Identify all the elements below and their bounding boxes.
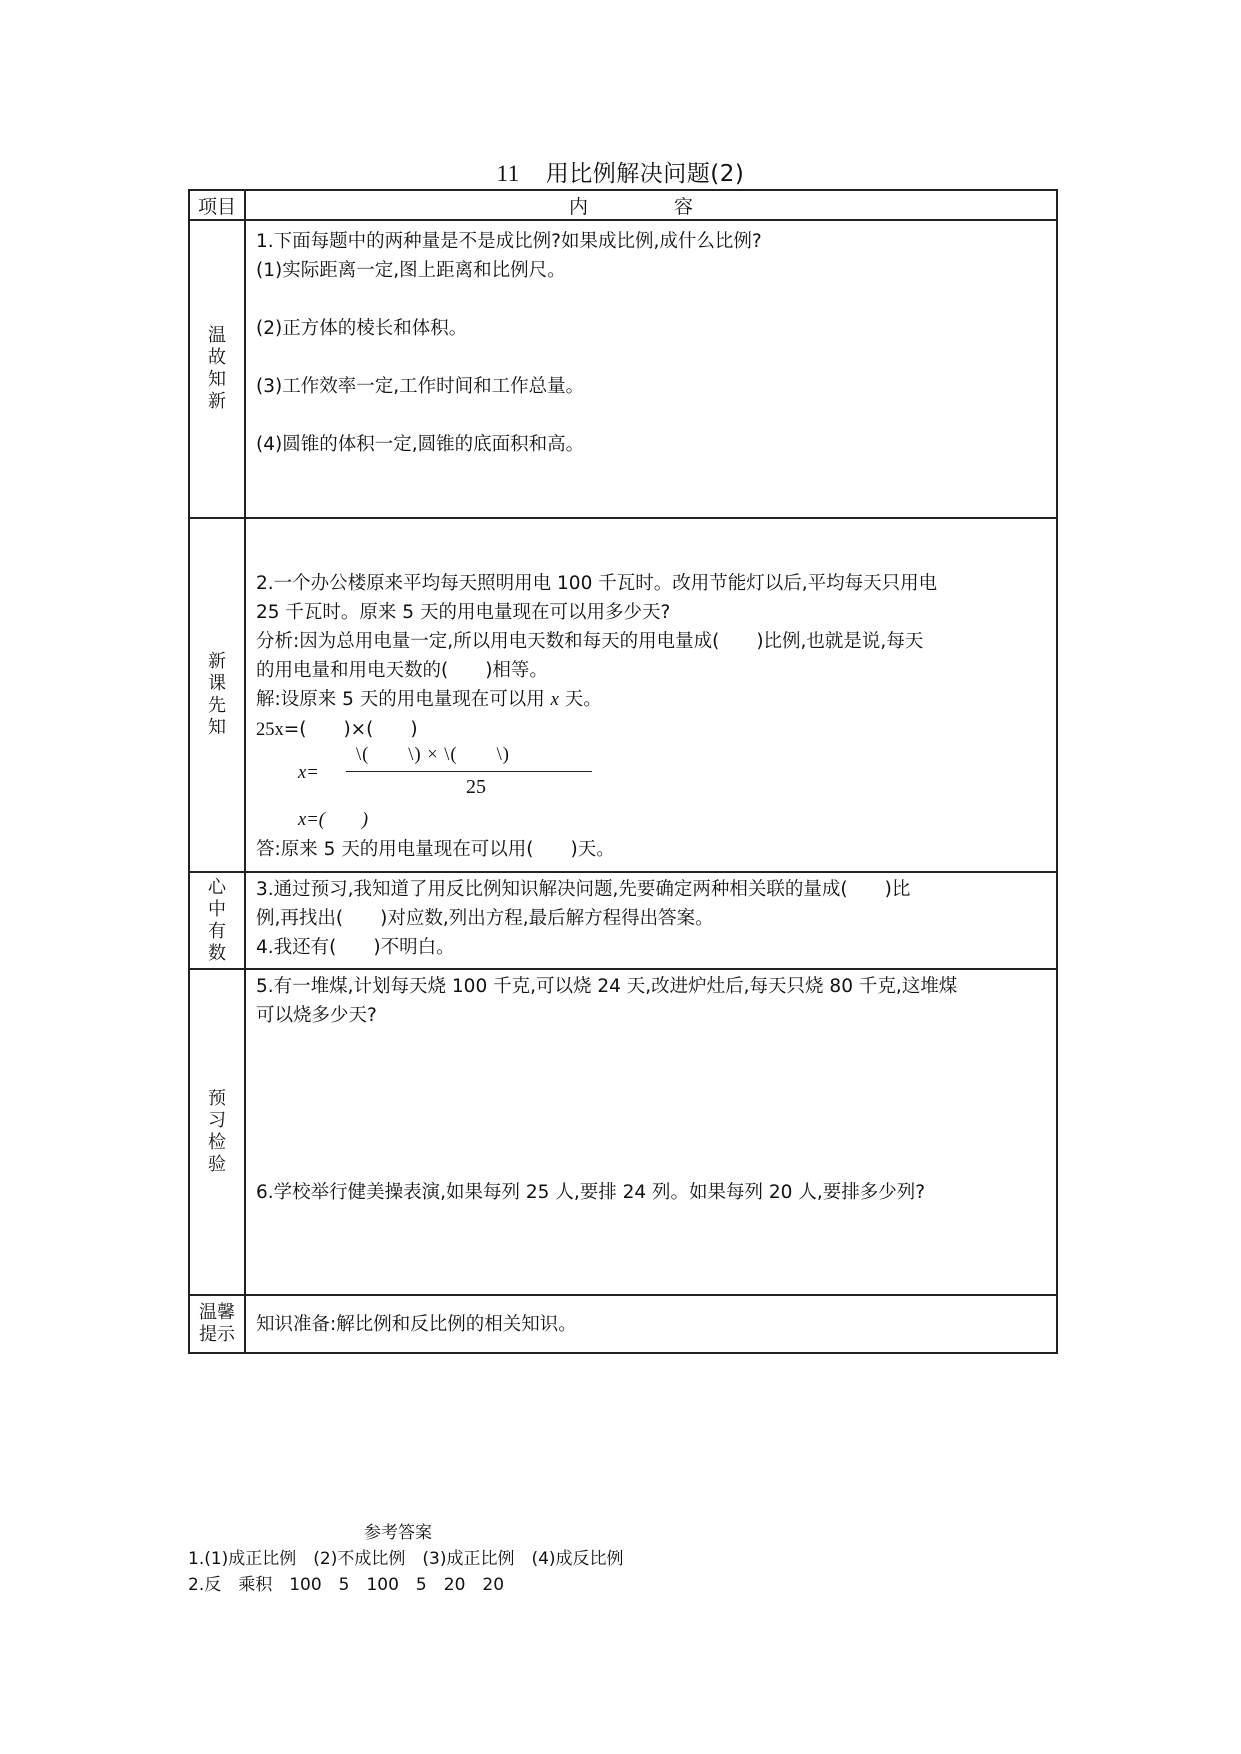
section-label-tips: 温馨 提示 — [189, 1295, 245, 1353]
header-content: 内 容 — [245, 190, 1057, 220]
worksheet-table — [188, 189, 1058, 1354]
header-item: 项目 — [189, 190, 245, 220]
question-1-item-4: (4)圆锥的体积一定,圆锥的底面积和高。 — [256, 434, 585, 455]
section-content-tips — [245, 1295, 1057, 1353]
question-1-item-1: (1)实际距离一定,图上距离和比例尺。 — [256, 260, 566, 281]
question-3-line-2: 例,再找出( )对应数,列出方程,最后解方程得出答案。 — [256, 908, 714, 929]
question-6: 6.学校举行健美操表演,如果每列 25 人,要排 24 列。如果每列 20 人,要排多少列? — [256, 1182, 926, 1203]
lesson-title: 用比例解决问题(2) — [545, 161, 745, 187]
section-label-summary: 心 中 有 数 — [189, 872, 245, 969]
fraction-numerator: \( \) × \( \) — [356, 745, 510, 765]
section-content-summary — [245, 872, 1057, 969]
section-label-new-lesson: 新 课 先 知 — [189, 518, 245, 872]
section-label-preview-check: 预 习 检 验 — [189, 969, 245, 1295]
answer-key — [188, 1520, 624, 1598]
question-2-line-2: 25 千瓦时。原来 5 天的用电量现在可以用多少天? — [256, 602, 671, 623]
answer-key-line-1: 1.(1)成正比例 (2)不成比例 (3)成正比例 (4)成反比例 — [188, 1549, 624, 1569]
question-4: 4.我还有( )不明白。 — [256, 937, 455, 958]
equation-2-fraction: x= \( \) × \( \) 25 — [298, 745, 1046, 805]
question-2-line-1: 2.一个办公楼原来平均每天照明用电 100 千瓦时。改用节能灯以后,平均每天只用电 — [256, 573, 938, 594]
solution-setup: 解:设原来 5 天的用电量现在可以用 x 天。 — [256, 689, 602, 710]
question-3-line-1: 3.通过预习,我知道了用反比例知识解决问题,先要确定两种相关联的量成( )比 — [256, 879, 911, 900]
equation-3: x=( ) — [298, 810, 369, 830]
equation-1: 25x=( )×( ) — [256, 719, 418, 740]
analysis-line-1: 分析:因为总用电量一定,所以用电天数和每天的用电量成( )比例,也就是说,每天 — [256, 631, 924, 652]
section-content-new-lesson — [245, 518, 1057, 872]
analysis-line-2: 的用电量和用电天数的( )相等。 — [256, 660, 548, 681]
question-1-item-3: (3)工作效率一定,工作时间和工作总量。 — [256, 376, 585, 397]
fraction-bar — [346, 771, 592, 772]
answer-statement: 答:原来 5 天的用电量现在可以用( )天。 — [256, 839, 615, 860]
fraction-denominator: 25 — [466, 776, 486, 798]
section-content-preview-check — [245, 969, 1057, 1295]
section-content-review — [245, 220, 1057, 518]
answer-key-line-2: 2.反 乘积 100 5 100 5 20 20 — [188, 1575, 505, 1595]
lesson-number: 11 — [496, 161, 520, 186]
question-5-line-2: 可以烧多少天? — [256, 1005, 377, 1026]
tip-text: 知识准备:解比例和反比例的相关知识。 — [256, 1313, 577, 1335]
answer-key-heading: 参考答案 — [364, 1523, 432, 1543]
page-title — [0, 155, 1241, 188]
question-1: 1.下面每题中的两种量是不是成比例?如果成比例,成什么比例? — [256, 231, 762, 252]
question-5-line-1: 5.有一堆煤,计划每天烧 100 千克,可以烧 24 天,改进炉灶后,每天只烧 80 千克,这堆煤 — [256, 976, 958, 997]
question-1-item-2: (2)正方体的棱长和体积。 — [256, 318, 468, 339]
section-label-review: 温 故 知 新 — [189, 220, 245, 518]
